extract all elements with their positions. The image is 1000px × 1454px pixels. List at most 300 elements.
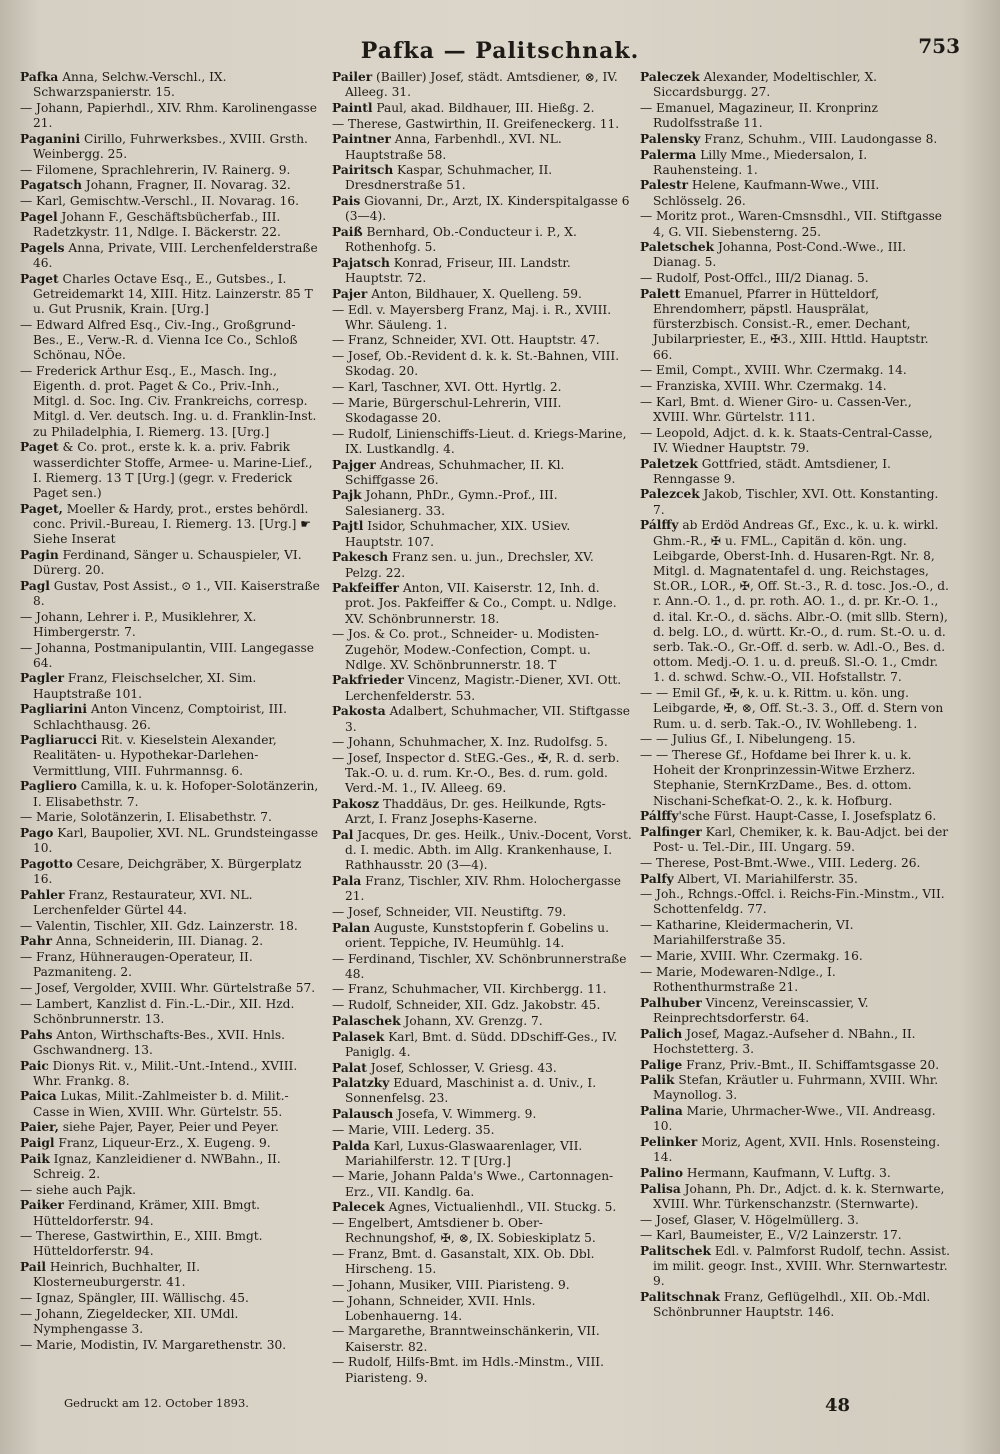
entry-details: — Franz, Bmt. d. Gasanstalt, XIX. Ob. Dbl. Hirscheng. 15. (332, 1246, 595, 1277)
entry-details: — — Therese Gf., Hofdame bei Ihrer k. u. k. Hoheit der Kronprinzessin-Witwe Erzherz. Stephanie, SternKrzDame., Bes. d. ottom. Nischani-Schefkat-O. 2., k. k. Hofburg. (640, 747, 916, 808)
directory-entry (20, 610, 320, 640)
entry-surname: Palatzky (332, 1076, 390, 1091)
directory-entry (640, 996, 950, 1026)
entry-details: — Filomene, Sprachlehrerin, IV. Rainerg. 9. (20, 162, 291, 177)
directory-entry (332, 380, 632, 395)
entry-details: Agnes, Victualienhdl., VII. Stuckg. 5. (384, 1200, 617, 1215)
entry-details: Anna, Farbenhdl., XVI. NL. Hauptstraße 58. (345, 132, 562, 162)
directory-entry (640, 856, 950, 871)
entry-surname: Palda (332, 1138, 370, 1153)
entry-details: Karl, Chemiker, k. k. Bau-Adjct. bei der Post- u. Tel.-Dir., III. Ungarg. 59. (653, 824, 949, 855)
entry-details: Franz, Liqueur-Erz., X. Eugeng. 9. (54, 1136, 271, 1151)
entry-details: — Johann, Schuhmacher, X. Inz. Rudolfsg. 5. (332, 735, 608, 750)
entry-surname: Palensky (640, 131, 701, 146)
entry-details: Franz, Restaurateur, XVI. NL. Lerchenfelder Gürtel 44. (33, 887, 253, 917)
directory-entry (332, 458, 632, 488)
directory-entry (20, 101, 320, 131)
directory-entry (332, 627, 632, 673)
entry-details: — Edward Alfred Esq., Civ.-Ing., Großgrund-Bes., E., Verw.-R. d. Vienna Ice Co., Schloß Schönau, NÖe. (20, 317, 298, 363)
entry-details: — Johanna, Postmanipulantin, VIII. Langegasse 64. (20, 640, 314, 670)
entry-surname: Palausch (332, 1107, 394, 1122)
directory-entry (20, 1183, 320, 1198)
entry-details: — Franz, Schneider, XVI. Ott. Hauptstr. 47. (332, 333, 600, 348)
directory-entry (332, 952, 632, 982)
entry-details: — Frederick Arthur Esq., E., Masch. Ing., Eigenth. d. prot. Paget & Co., Priv.-Inh., Mitgl. d. Soc. Ing. Civ. Frankreichs, corresp. Mitgl. d. Ver. deutsch. Ing. u. d. Franklin-Inst. zu Philadelphia, I. Riemerg. 13. [Urg.] (20, 363, 317, 439)
entry-details: Stefan, Kräutler u. Fuhrmann, XVIII. Whr. Maynollog. 3. (653, 1073, 939, 1103)
entry-surname: Pakfeiffer (332, 581, 399, 596)
entry-details: — Karl, Taschner, XVI. Ott. Hyrtlg. 2. (332, 380, 562, 395)
entry-details: — Marie, Johann Palda's Wwe., Cartonnagen-Erz., VII. Kandlg. 6a. (332, 1169, 614, 1199)
entry-details: — Johann, Lehrer i. P., Musiklehrer, X. Himbergerstr. 7. (20, 609, 257, 639)
entry-surname: Palich (640, 1026, 683, 1041)
directory-entry (332, 581, 632, 627)
entry-details: Heinrich, Buchhalter, II. Klosterneuburgerstr. 41. (33, 1260, 200, 1290)
entry-surname: Palestr (640, 178, 689, 193)
directory-entry (640, 395, 950, 425)
directory-entry (20, 779, 320, 809)
entry-details: — Ignaz, Spängler, III. Wällischg. 45. (20, 1291, 249, 1306)
entry-details: — Johann, Ziegeldecker, XII. UMdl. Nymphengasse 3. (20, 1306, 239, 1336)
entry-details: — Joh., Rchngs.-Offcl. i. Reichs-Fin.-Minstm., VII. Schottenfeldg. 77. (640, 887, 945, 917)
entry-details: Anton, Bildhauer, X. Quelleng. 59. (367, 286, 582, 301)
entry-details: — Rudolf, Schneider, XII. Gdz. Jakobstr. 45. (332, 998, 601, 1013)
directory-entry (640, 70, 950, 100)
page-title: Pafka — Palitschnak. (360, 38, 640, 64)
directory-entry (20, 997, 320, 1027)
directory-entry (640, 918, 950, 948)
entry-surname: Paiß (332, 225, 363, 240)
entry-surname: Pagler (20, 671, 65, 686)
entry-details: — Edl. v. Mayersberg Franz, Maj. i. R., XVIII. Whr. Säuleng. 1. (332, 302, 612, 332)
entry-surname: Paletzek (640, 456, 698, 471)
directory-entry (640, 1228, 950, 1243)
directory-entry (332, 256, 632, 286)
directory-entry (20, 241, 320, 271)
entry-surname: Pajtl (332, 519, 364, 534)
directory-entry (332, 1216, 632, 1246)
directory-entry (640, 148, 950, 178)
directory-entry (20, 934, 320, 949)
entry-details: — Franz, Schuhmacher, VII. Kirchbergg. 11. (332, 982, 607, 997)
entry-surname: Palecek (332, 1200, 385, 1215)
directory-entry (20, 579, 320, 609)
entry-details: (Bailler) Josef, städt. Amtsdiener, ⊗, IV. Alleeg. 31. (345, 70, 618, 100)
entry-details: — Therese, Post-Bmt.-Wwe., VIII. Lederg. 26. (640, 855, 921, 870)
entry-details: Adalbert, Schuhmacher, VII. Stiftgasse 3. (345, 704, 631, 734)
directory-entry (20, 1291, 320, 1306)
entry-details: — Marie, Bürgerschul-Lehrerin, VIII. Skodagasse 20. (332, 395, 562, 425)
entry-details: Anna, Schneiderin, III. Dianag. 2. (52, 934, 264, 949)
entry-details: Anna, Private, VIII. Lerchenfelderstraße 46. (33, 240, 318, 270)
directory-entry (20, 502, 320, 548)
entry-details: Karl, Baupolier, XVI. NL. Grundsteingasse 10. (33, 825, 319, 856)
directory-entry (20, 826, 320, 856)
directory-entry (20, 364, 320, 440)
directory-entry (20, 163, 320, 178)
entry-details: Johann, Ph. Dr., Adjct. d. k. k. Sternwarte, XVIII. Whr. Türkenschanzstr. (Sternwarte). (653, 1181, 945, 1211)
entry-details: 'sche Fürst. Haupt-Casse, I. Josefsplatz 6. (678, 809, 937, 824)
sheet-number: 48 (824, 1395, 850, 1416)
directory-entry (20, 950, 320, 980)
directory-entry (20, 919, 320, 934)
directory-entry (640, 872, 950, 887)
directory-entry (332, 427, 632, 457)
entry-details: Josef, Magaz.-Aufseher d. NBahn., II. Hochstetterg. 3. (653, 1026, 916, 1056)
entry-details: — Karl, Bmt. d. Wiener Giro- u. Cassen-Ver., XVIII. Whr. Gürtelstr. 111. (640, 394, 912, 424)
directory-entry (332, 1107, 632, 1122)
entry-surname: Palina (640, 1104, 683, 1119)
column-right (640, 70, 950, 1390)
entry-surname: Palerma (640, 147, 697, 162)
entry-details: Cirillo, Fuhrwerksbes., XVIII. Grsth. Weinbergg. 25. (33, 131, 308, 162)
directory-entry (20, 272, 320, 318)
directory-entry (640, 426, 950, 456)
directory-entry (332, 1278, 632, 1293)
directory-entry (20, 194, 320, 209)
column-middle (332, 70, 632, 1390)
entry-surname: Paintner (332, 132, 391, 147)
entry-details: Eduard, Maschinist a. d. Univ., I. Sonnenfelsg. 23. (345, 1076, 597, 1106)
entry-surname: Palett (640, 286, 681, 301)
entry-surname: Paier, (20, 1120, 59, 1135)
entry-details: — Moritz prot., Waren-Cmsnsdhl., VII. Stiftgasse 4, G. VII. Siebensterng. 25. (640, 209, 942, 239)
directory-entry (332, 488, 632, 518)
entry-surname: Pálffy (640, 518, 679, 533)
entry-surname: Pairitsch (332, 163, 394, 178)
entry-details: Lukas, Milit.-Zahlmeister b. d. Milit.-Casse in Wien, XVIII. Whr. Gürtelstr. 55. (33, 1089, 289, 1119)
entry-surname: Palik (640, 1073, 675, 1088)
directory-entry (640, 748, 950, 809)
entry-details: Hermann, Kaufmann, V. Luftg. 3. (682, 1165, 891, 1180)
directory-entry (640, 1244, 950, 1290)
directory-entry (640, 1027, 950, 1057)
entry-details: Isidor, Schuhmacher, XIX. USiev. Hauptstr. 107. (345, 519, 571, 549)
entry-details: Charles Octave Esq., E., Gutsbes., I. Getreidemarkt 14, XIII. Hitz. Lainzerstr. 85 T u. Gut Prusnik, Krain. [Urg.] (33, 271, 313, 317)
print-date: Gedruckt am 12. October 1893. (64, 1396, 249, 1410)
directory-entry (20, 810, 320, 825)
entry-surname: Paintl (332, 100, 373, 115)
directory-entry (332, 349, 632, 379)
entry-details: — Karl, Gemischtw.-Verschl., II. Novarag. 16. (20, 194, 299, 209)
directory-entry (640, 271, 950, 286)
entry-details: Auguste, Kunststopferin f. Gobelins u. orient. Teppiche, IV. Heumühlg. 14. (345, 920, 609, 950)
entry-surname: Pailer (332, 70, 373, 84)
entry-details: — Emil, Compt., XVIII. Whr. Czermakg. 14. (640, 363, 907, 378)
entry-surname: Paget (20, 271, 59, 286)
directory-entry (332, 735, 632, 750)
directory-entry (20, 888, 320, 918)
entry-surname: Paleczek (640, 70, 700, 84)
entry-surname: Palisa (640, 1181, 681, 1196)
directory-entry (332, 1247, 632, 1277)
entry-details: — Rudolf, Linienschiffs-Lieut. d. Kriegs-Marine, IX. Lustkandlg. 4. (332, 426, 627, 456)
directory-entry (20, 733, 320, 779)
entry-details: — Franz, Hühneraugen-Operateur, II. Pazmaniteng. 2. (20, 950, 253, 980)
entry-surname: Pagel (20, 209, 58, 224)
entry-details: Lilly Mme., Miedersalon, I. Rauhensteing. 1. (653, 147, 868, 177)
entry-details: — Marie, XVIII. Whr. Czermakg. 16. (640, 949, 863, 964)
entry-surname: Palasek (332, 1029, 385, 1044)
entry-surname: Pahr (20, 934, 53, 949)
entry-details: Emanuel, Pfarrer in Hütteldorf, Ehrendomherr, päpstl. Hausprälat, fürsterzbisch. Consist.-R., emer. Dechant, Jubilarpriester, E., ✠3., XIII. Httld. Hauptstr. 66. (653, 286, 929, 362)
entry-surname: Paiker (20, 1198, 64, 1213)
directory-entry (332, 874, 632, 904)
entry-details: Camilla, k. u. k. Hofoper-Solotänzerin, I. Elisabethstr. 7. (33, 779, 319, 809)
entry-details: — Josef, Schneider, VII. Neustiftg. 79. (332, 904, 567, 919)
directory-entry (20, 1136, 320, 1151)
entry-details: Thaddäus, Dr. ges. Heilkunde, Rgts-Arzt, I. Franz Josephs-Kaserne. (345, 797, 606, 827)
directory-entry (20, 671, 320, 701)
directory-entry (332, 70, 632, 100)
entry-surname: Paget (20, 440, 59, 455)
directory-entry (332, 704, 632, 734)
entry-surname: Pahler (20, 887, 65, 902)
directory-entry (640, 363, 950, 378)
entry-details: Alexander, Modeltischler, X. Siccardsburgg. 27. (653, 70, 878, 100)
entry-details: Karl, Bmt. d. Südd. DDschiff-Ges., IV. Paniglg. 4. (345, 1029, 618, 1059)
directory-entry (332, 1324, 632, 1354)
entry-surname: Palige (640, 1057, 683, 1072)
directory-entry (640, 1135, 950, 1165)
directory-entry (20, 702, 320, 732)
entry-details: Vincenz, Magistr.-Diener, XVI. Ott. Lerchenfelderstr. 53. (345, 673, 622, 703)
directory-entry (20, 981, 320, 996)
entry-details: — Margarethe, Branntweinschänkerin, VII. Kaiserstr. 82. (332, 1324, 600, 1354)
directory-entry (640, 1058, 950, 1073)
entry-details: — Franziska, XVIII. Whr. Czermakg. 14. (640, 379, 887, 394)
entry-details: Jakob, Tischler, XVI. Ott. Konstanting. 7. (653, 487, 939, 517)
directory-entry (640, 178, 950, 208)
directory-entry (332, 998, 632, 1013)
entry-details: Paul, akad. Bildhauer, III. Hießg. 2. (372, 100, 595, 115)
directory-entry (332, 194, 632, 224)
entry-surname: Pagl (20, 578, 50, 593)
entry-details: Ignaz, Kanzleidiener d. NWBahn., II. Schreig. 2. (33, 1151, 281, 1181)
entry-details: Giovanni, Dr., Arzt, IX. Kinderspitalgasse 6 (3—4). (345, 194, 630, 224)
entry-details: Anton, Wirthschafts-Bes., XVII. Hnls. Gschwandnerg. 13. (33, 1027, 285, 1057)
directory-entry (20, 1028, 320, 1058)
entry-surname: Palfy (640, 871, 674, 886)
entry-details: ab Erdöd Andreas Gf., Exc., k. u. k. wirkl. Ghm.-R., ✠ u. FML., Capitän d. kön. ung. Leibgarde, Oberst-Inh. d. Husaren-Rgt. Nr. 8, Mitgl. d. Magnatentafel d. ung. Reichstages, St.OR., LOR., ✠, Off. St.-3., R. d. tosc. Jos.-O., d. r. Ann.-O. 1., d. pr. roth. AO. 1., d. pr. Kr.-O. 1., d. ital. Kr.-O., d. sächs. Albr.-O. (mit sllb. Stern), d. belg. LO., d. württ. Kr.-O., d. rum. St.-O. u. d. serb. Tak.-O., Gr.-Off. d. serb. w. Adl.-O., Bes. d. ottom. Medj.-O. 1. u. d. preuß. Sl.-O. 1., Cmdr. 1. d. schwd. Schw.-O., VII. Hofstallstr. 7. (653, 518, 949, 685)
entry-details: — Josef, Glaser, V. Högelmüllerg. 3. (640, 1212, 859, 1227)
entry-surname: Pakesch (332, 550, 389, 565)
entry-details: Josef, Schlosser, V. Griesg. 43. (366, 1060, 557, 1075)
directory-entry (640, 132, 950, 147)
directory-entry (20, 132, 320, 162)
directory-entry (332, 333, 632, 348)
column-left (20, 70, 320, 1390)
entry-details: Gottfried, städt. Amtsdiener, I. Renngasse 9. (653, 456, 891, 486)
entry-details: Albert, VI. Mariahilferstr. 35. (673, 871, 858, 886)
entry-surname: Pagatsch (20, 178, 82, 193)
directory-entry (640, 1073, 950, 1103)
directory-entry (332, 550, 632, 580)
entry-surname: Palezcek (640, 487, 700, 502)
entry-details: Franz, Fleischselcher, XI. Sim. Hauptstraße 101. (33, 671, 257, 701)
entry-surname: Pala (332, 874, 362, 889)
entry-details: — Therese, Gastwirthin, II. Greifeneckerg. 11. (332, 116, 620, 131)
entry-surname: Pago (20, 825, 54, 840)
directory-entry (332, 673, 632, 703)
entry-details: — Marie, Modistin, IV. Margarethenstr. 30. (20, 1337, 287, 1352)
entry-details: — — Emil Gf., ✠, k. u. k. Rittm. u. kön. ung. Leibgarde, ✠, ⊗, Off. St.-3. 3., Off. d. Stern von Rum. u. d. serb. Tak.-O., IV. Wohllebeng. 1. (640, 686, 944, 731)
directory-entry (640, 949, 950, 964)
entry-details: Franz, Priv.-Bmt., II. Schiffamtsgasse 20. (682, 1057, 940, 1072)
entry-details: Ferdinand, Krämer, XIII. Bmgt. Hütteldorferstr. 94. (33, 1198, 261, 1228)
directory-entry (332, 1169, 632, 1199)
directory-entry (332, 1030, 632, 1060)
entry-surname: Paik (20, 1151, 50, 1166)
directory-entry (20, 1198, 320, 1228)
entry-details: — Katharine, Kleidermacherin, VI. Mariahilferstraße 35. (640, 918, 854, 948)
directory-entry (20, 1152, 320, 1182)
entry-details: — — Julius Gf., I. Nibelungeng. 15. (640, 732, 856, 747)
directory-entry (640, 379, 950, 394)
entry-details: Johann, XV. Grenzg. 7. (400, 1013, 543, 1028)
directory-entry (20, 1260, 320, 1290)
entry-surname: Pajk (332, 488, 362, 503)
entry-details: — Rudolf, Hilfs-Bmt. im Hdls.-Minstm., VIII. Piaristeng. 9. (332, 1355, 604, 1385)
directory-entry (332, 396, 632, 426)
entry-surname: Pagin (20, 547, 59, 562)
entry-details: — Karl, Baumeister, E., V/2 Lainzerstr. 17. (640, 1228, 902, 1243)
directory-entry (332, 828, 632, 874)
entry-details: — Therese, Gastwirthin, E., XIII. Bmgt. Hütteldorferstr. 94. (20, 1229, 263, 1259)
directory-entry (332, 1076, 632, 1106)
entry-surname: Pajger (332, 457, 376, 472)
entry-surname: Pagels (20, 240, 65, 255)
entry-surname: Pakosta (332, 704, 386, 719)
directory-entry (20, 1307, 320, 1337)
entry-details: Andreas, Schuhmacher, II. Kl. Schiffgasse 26. (345, 457, 565, 487)
entry-details: Anton, VII. Kaiserstr. 12, Inh. d. prot. Jos. Pakfeiffer & Co., Compt. u. Ndlge. XV. Schönbrunnerstr. 18. (345, 581, 617, 626)
entry-surname: Pakfrieder (332, 673, 404, 688)
entry-surname: Palitschek (640, 1243, 711, 1258)
entry-surname: Pail (20, 1260, 46, 1275)
entry-surname: Palino (640, 1165, 683, 1180)
entry-details: — Josef, Inspector d. StEG.-Ges., ✠, R. d. serb. Tak.-O. u. d. rum. Kr.-O., Bes. d. rum. gold. Verd.-M. 1., IV. Alleeg. 69. (332, 750, 620, 796)
directory-entry (332, 1139, 632, 1169)
entry-surname: Pal (332, 827, 354, 842)
directory-entry (640, 240, 950, 270)
entry-details: Gustav, Post Assist., ⊙ 1., VII. Kaiserstraße 8. (33, 578, 320, 608)
entry-surname: Pakosz (332, 797, 380, 812)
entry-details: Konrad, Friseur, III. Landstr. Hauptstr. 72. (345, 255, 571, 286)
directory-entry (20, 440, 320, 501)
entry-details: — Ferdinand, Tischler, XV. Schönbrunnerstraße 48. (332, 951, 627, 981)
directory-entry (332, 982, 632, 997)
entry-details: — Josef, Vergolder, XVIII. Whr. Gürtelstraße 57. (20, 980, 316, 995)
entry-details: — Engelbert, Amtsdiener b. Ober-Rechnungshof, ✠, ⊗, IX. Sobieskiplatz 5. (332, 1216, 596, 1246)
entry-surname: Pagliero (20, 779, 77, 794)
directory-entry (332, 1200, 632, 1215)
directory-entry (20, 70, 320, 100)
directory-entry (20, 548, 320, 578)
entry-details: Marie, Uhrmacher-Wwe., VII. Andreasg. 10. (653, 1104, 936, 1134)
directory-entry (332, 1014, 632, 1029)
directory-entry (20, 1120, 320, 1135)
entry-details: Vincenz, Vereinscassier, V. Reinprechtsdorferstr. 64. (653, 995, 869, 1025)
directory-entry (332, 519, 632, 549)
entry-details: siehe Pajer, Payer, Peier und Peyer. (58, 1120, 279, 1135)
entry-details: Johann F., Geschäftsbücherfab., III. Radetzkystr. 11, Ndlge. I. Bäckerstr. 22. (33, 209, 281, 240)
directory-entry (640, 732, 950, 747)
directory-entry (332, 101, 632, 116)
directory-entry (640, 825, 950, 855)
entry-details: Franz, Tischler, XIV. Rhm. Holochergasse 21. (345, 874, 621, 904)
entry-details: — Josef, Ob.-Revident d. k. k. St.-Bahnen, VIII. Skodag. 20. (332, 349, 620, 379)
directory-entry (332, 751, 632, 797)
entry-details: Moeller & Hardy, prot., erstes behördl. conc. Privil.-Bureau, I. Riemerg. 13. [Urg.] ☛ Siehe Inserat (33, 501, 312, 547)
entry-surname: Pálffy (640, 809, 679, 824)
entry-details: Bernhard, Ob.-Conducteur i. P., X. Rothenhofg. 5. (345, 225, 577, 255)
entry-details: Moriz, Agent, XVII. Hnls. Rosensteing. 14. (653, 1135, 941, 1165)
entry-details: — Valentin, Tischler, XII. Gdz. Lainzerstr. 18. (20, 918, 298, 933)
page-number: 753 (918, 34, 960, 58)
directory-entry (640, 209, 950, 239)
entry-details: Ferdinand, Sänger u. Schauspieler, VI. Dürerg. 20. (33, 547, 302, 577)
entry-surname: Paget, (20, 501, 63, 516)
directory-entry (640, 887, 950, 917)
entry-surname: Paic (20, 1058, 49, 1073)
directory-entry (332, 921, 632, 951)
entry-surname: Paica (20, 1089, 57, 1104)
directory-entry (640, 1166, 950, 1181)
entry-details: & Co. prot., erste k. k. a. priv. Fabrik wasserdichter Stoffe, Armee- u. Marine-Lief., I. Riemerg. 13 T [Urg.] (gegr. v. Frederick Paget sen.) (33, 440, 313, 500)
entry-details: — Johann, Musiker, VIII. Piaristeng. 9. (332, 1277, 570, 1292)
entry-surname: Palat (332, 1060, 367, 1075)
entry-details: Kaspar, Schuhmacher, II. Dresdnerstraße 51. (345, 163, 553, 193)
directory-entry (20, 1059, 320, 1089)
directory-entry (20, 641, 320, 671)
entry-details: — Johann, Papierhdl., XIV. Rhm. Karolinengasse 21. (20, 100, 317, 131)
entry-surname: Pagliarini (20, 702, 87, 717)
directory-entry (640, 1182, 950, 1212)
directory-entry (640, 809, 950, 824)
directory-entry (332, 132, 632, 162)
entry-details: Anton Vincenz, Comptoirist, III. Schlachthausg. 26. (33, 702, 287, 732)
directory-entry (640, 1104, 950, 1134)
entry-surname: Palhuber (640, 995, 702, 1010)
directory-entry (20, 1338, 320, 1353)
entry-details: Helene, Kaufmann-Wwe., VIII. Schlösselg. 26. (653, 178, 880, 208)
directory-entry (332, 1355, 632, 1385)
entry-details: Edl. v. Palmforst Rudolf, techn. Assist. im milit. geogr. Inst., XVIII. Whr. Sternwartestr. 9. (653, 1243, 950, 1289)
directory-entry (640, 518, 950, 685)
directory-entry (20, 857, 320, 887)
entry-details: Josefa, V. Wimmerg. 9. (393, 1107, 537, 1122)
entry-details: — Marie, Solotänzerin, I. Elisabethstr. 7. (20, 810, 272, 825)
entry-surname: Paganini (20, 131, 81, 146)
directory-entry (20, 210, 320, 240)
directory-entry (332, 287, 632, 302)
entry-surname: Pagliarucci (20, 733, 98, 748)
entry-surname: Paletschek (640, 240, 715, 255)
entry-details: — Rudolf, Post-Offcl., III/2 Dianag. 5. (640, 271, 869, 286)
entry-details: Anna, Selchw.-Verschl., IX. Schwarzspanierstr. 15. (33, 70, 227, 100)
entry-details: Karl, Luxus-Glaswaarenlager, VII. Mariahilferstr. 12. T [Urg.] (345, 1138, 583, 1168)
entry-details: Franz, Schuhm., VIII. Laudongasse 8. (700, 131, 938, 146)
directory-entry (332, 303, 632, 333)
directory-entry (332, 163, 632, 193)
directory-entry (332, 225, 632, 255)
entry-surname: Pelinker (640, 1135, 698, 1150)
entry-details: Jacques, Dr. ges. Heilk., Univ.-Docent, Vorst. d. I. medic. Abth. im Allg. Krankenhause, I. Rathhausstr. 20 (3—4). (345, 827, 632, 873)
directory-entry (640, 1290, 950, 1320)
entry-details: — siehe auch Pajk. (20, 1182, 136, 1197)
entry-details: Cesare, Deichgräber, X. Bürgerplatz 16. (33, 856, 302, 887)
directory-entry (20, 1229, 320, 1259)
